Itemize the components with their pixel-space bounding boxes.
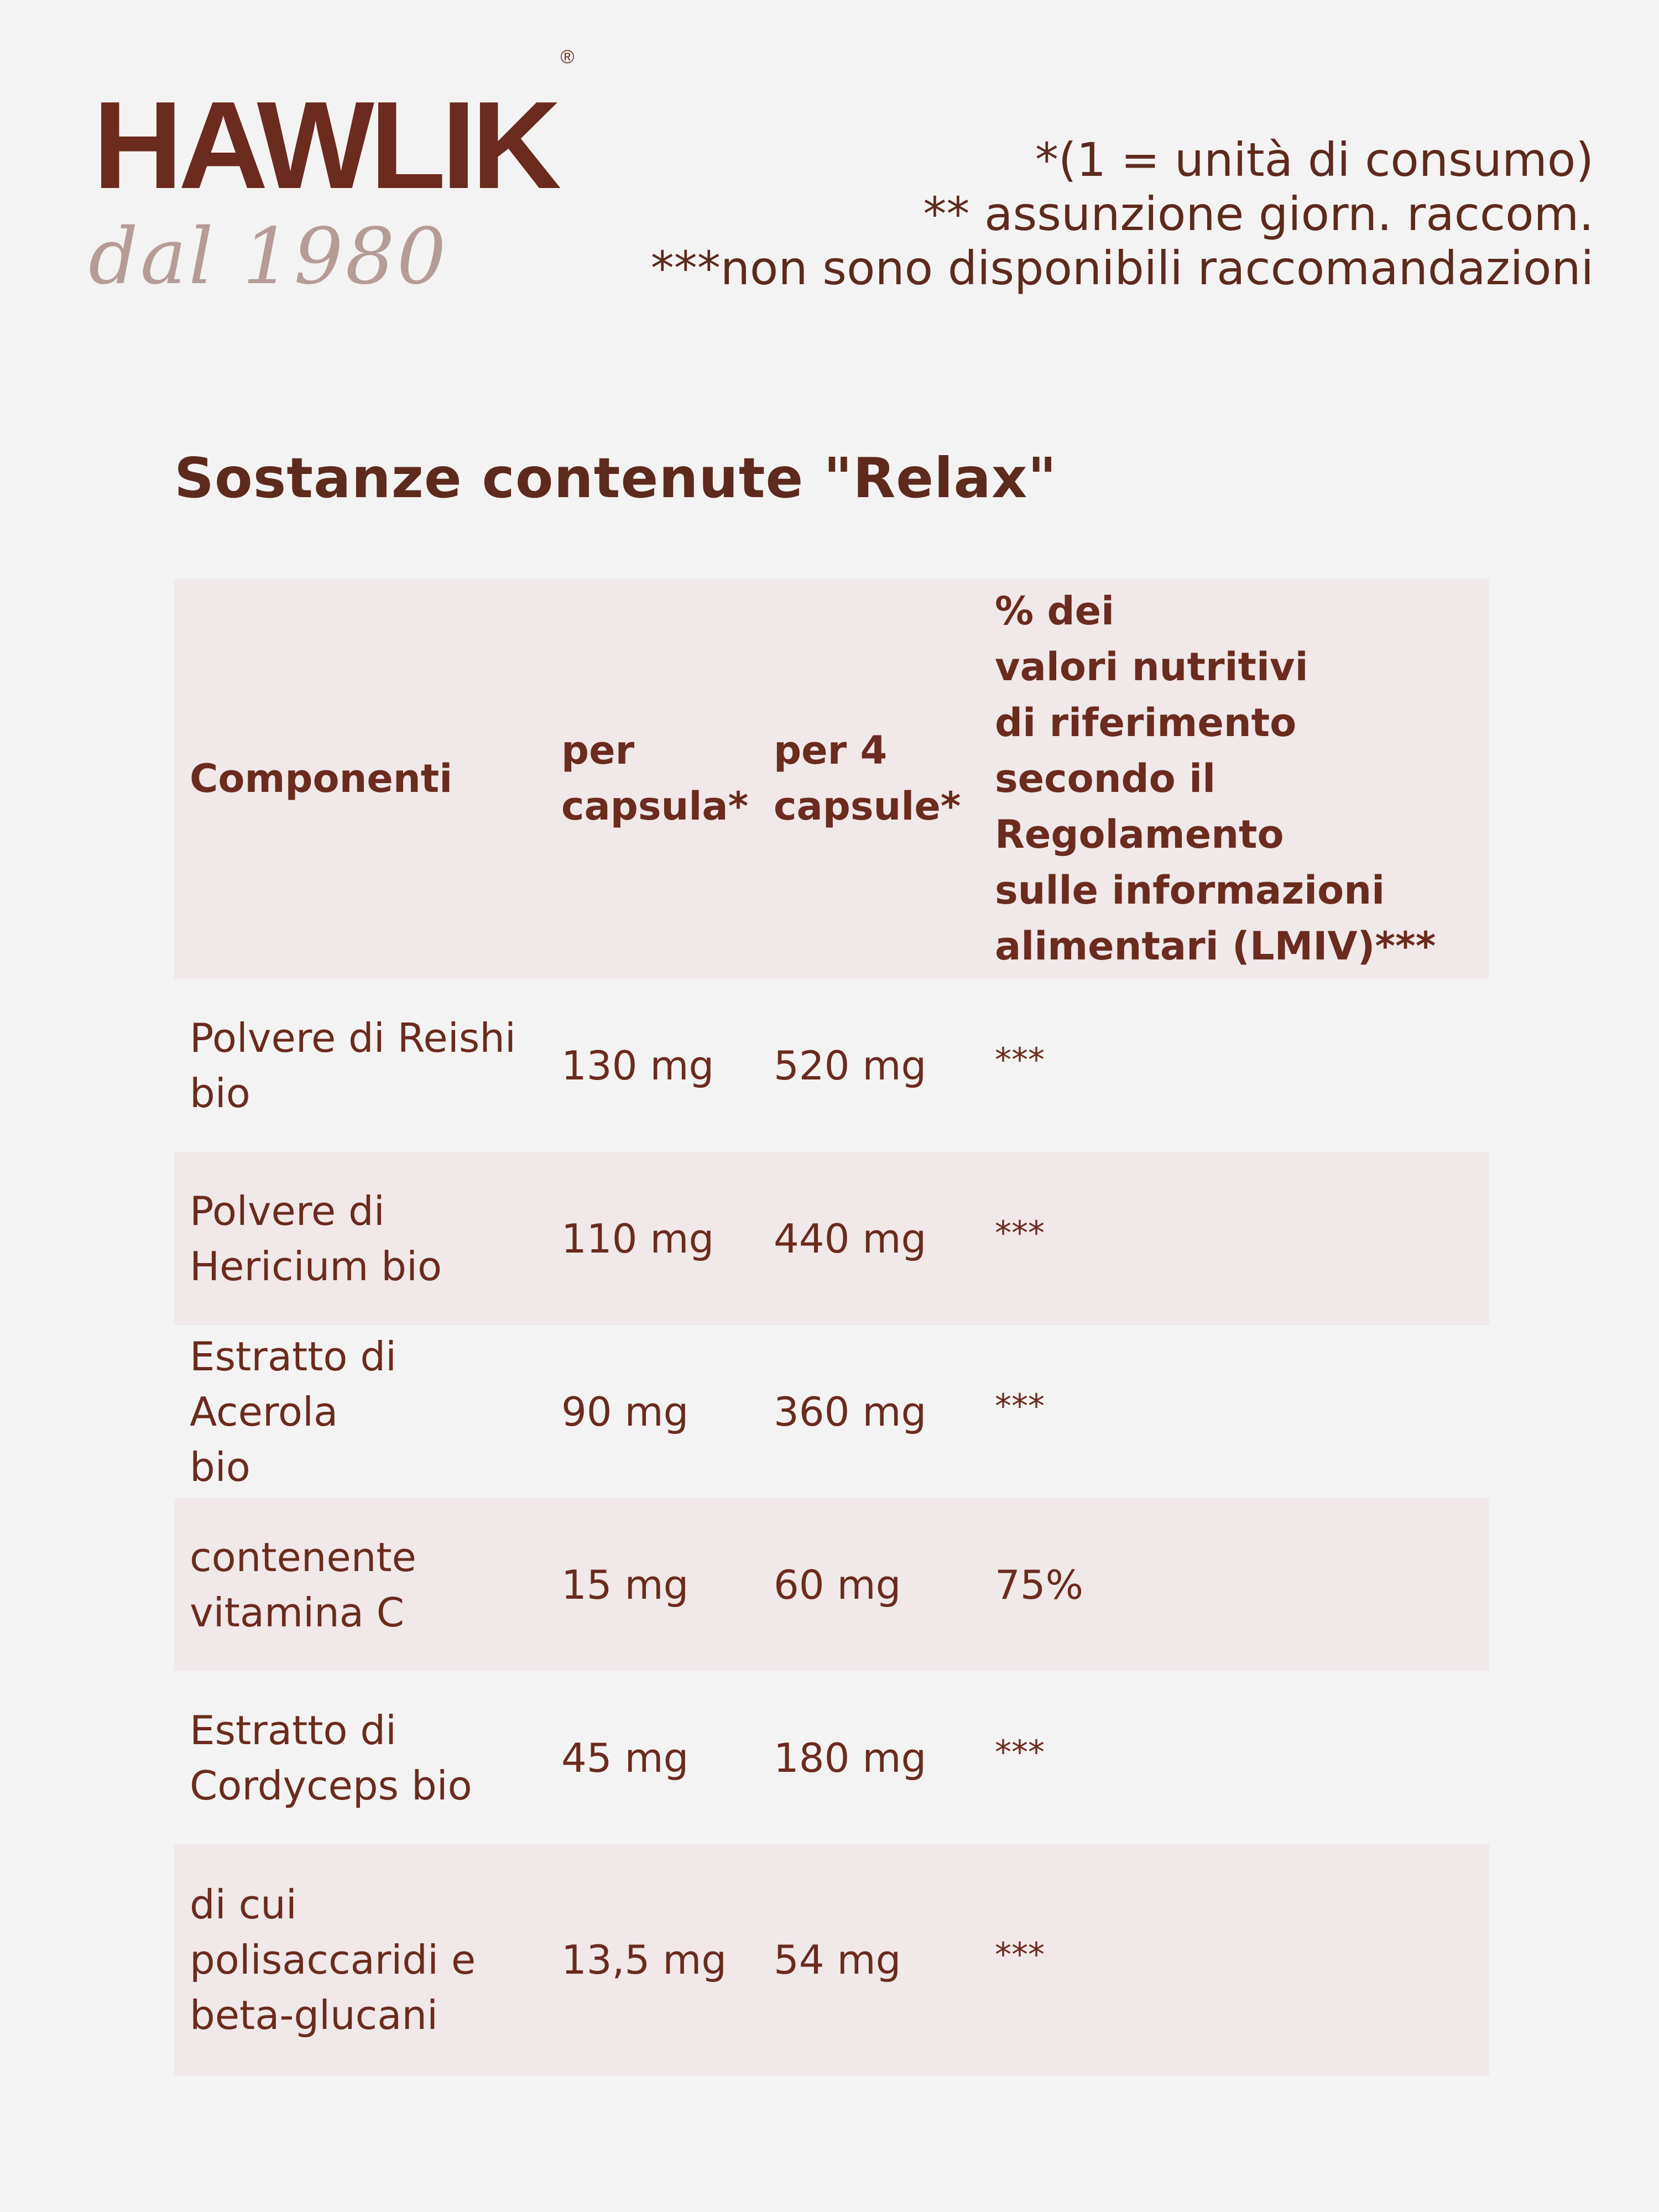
- footnote-unit: *(1 = unità di consumo): [1035, 133, 1594, 187]
- brand-logo: [93, 46, 570, 215]
- footnotes: [651, 133, 1594, 295]
- cell-reference: ***: [995, 1387, 1045, 1426]
- registered-mark: ®: [560, 46, 570, 67]
- footnote-no-recommendation: ***non sono disponibili raccomandazioni: [650, 241, 1594, 295]
- page-title: Sostanze contenute "Relax": [174, 446, 1057, 510]
- cell-reference: ***: [995, 1733, 1045, 1772]
- table-row: [174, 1671, 1489, 1844]
- nutrition-table: [174, 578, 1489, 2075]
- header-componenti: Componenti: [174, 578, 546, 979]
- header-per-4-capsule: per 4 capsule*: [758, 578, 979, 979]
- cell-per-capsula: 90 mg: [561, 1388, 689, 1435]
- table-header-row: [174, 578, 1489, 979]
- cell-reference: ***: [979, 1152, 1489, 1325]
- cell-per-4: 440 mg: [758, 1152, 979, 1325]
- table-row: [174, 1152, 1489, 1325]
- cell-component: Polvere di Hericium bio: [174, 1152, 546, 1325]
- cell-per-capsula: 13,5 mg: [546, 1844, 758, 2075]
- header-per-capsula: per capsula*: [546, 578, 758, 979]
- cell-component: Estratto di Acerola bio: [190, 1333, 397, 1490]
- table-row: [174, 979, 1489, 1152]
- cell-component: Polvere di Reishi bio: [190, 1014, 516, 1117]
- cell-reference: 75%: [979, 1498, 1489, 1671]
- table-row: [174, 1844, 1489, 2075]
- brand-tagline: dal 1980: [88, 212, 448, 302]
- cell-per-4: 360 mg: [774, 1388, 927, 1435]
- cell-reference: ***: [979, 1844, 1489, 2075]
- cell-component: Estratto di Cordyceps bio: [190, 1707, 472, 1809]
- table-row: [174, 1498, 1489, 1671]
- table-row: [174, 1325, 1489, 1498]
- cell-component: contenente vitamina C: [174, 1498, 546, 1671]
- cell-per-4: 54 mg: [758, 1844, 979, 2075]
- cell-per-4: 180 mg: [774, 1734, 927, 1781]
- footnote-daily-intake: ** assunzione giorn. raccom.: [923, 187, 1594, 241]
- header-reference-values: % dei valori nutritivi di riferimento secondo il Regolamento sulle informazioni alimentari (LMIV)***: [979, 578, 1489, 979]
- cell-per-capsula: 130 mg: [561, 1042, 714, 1089]
- cell-per-capsula: 110 mg: [546, 1152, 758, 1325]
- brand-name: HAWLIK: [93, 75, 557, 215]
- cell-per-capsula: 15 mg: [546, 1498, 758, 1671]
- cell-reference: ***: [995, 1041, 1045, 1079]
- cell-component: di cui polisaccaridi e beta-glucani: [174, 1844, 546, 2075]
- cell-per-4: 520 mg: [774, 1042, 927, 1089]
- cell-per-capsula: 45 mg: [561, 1734, 689, 1781]
- cell-per-4: 60 mg: [758, 1498, 979, 1671]
